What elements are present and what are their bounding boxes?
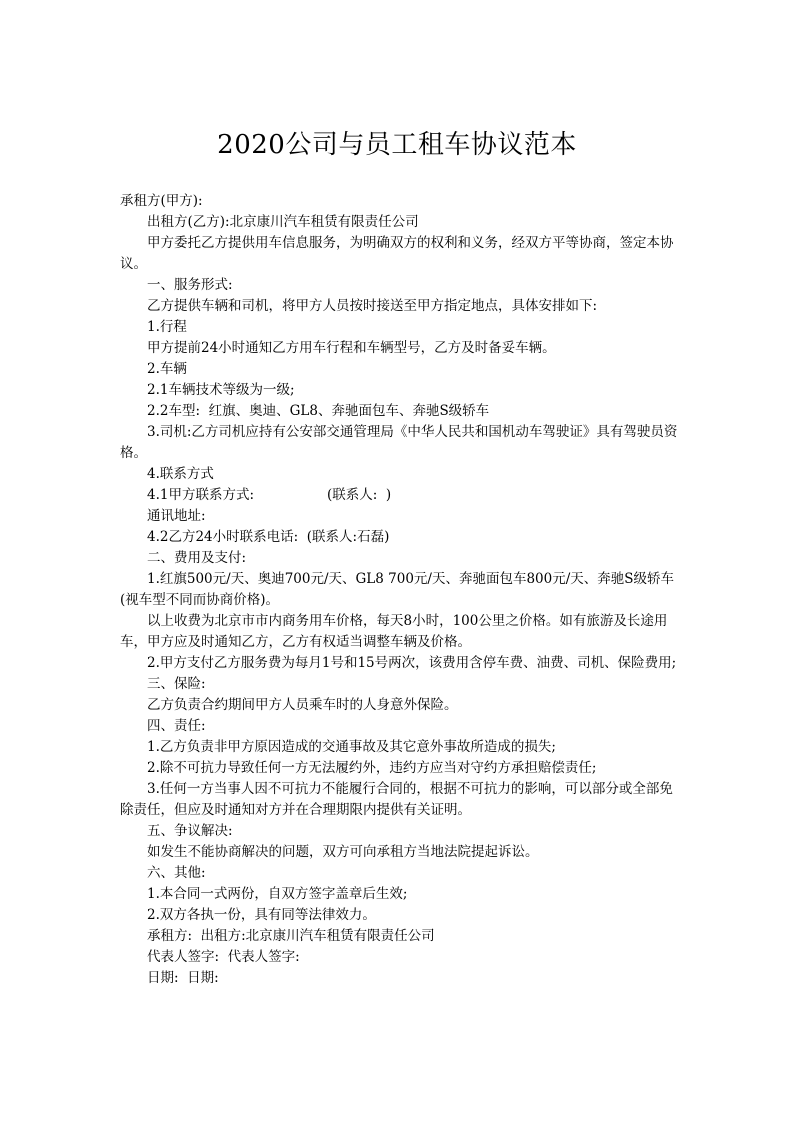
dispute-text: 如发生不能协商解决的问题，双方可向承租方当地法院提起诉讼。: [147, 844, 539, 860]
section-dispute-heading: 五、争议解决:: [147, 823, 233, 839]
payment-terms: 2.甲方支付乙方服务费为每月1号和15号两次，该费用含停车费、油费、司机、保险费用;: [147, 655, 677, 671]
section-service-heading: 一、服务形式:: [147, 277, 233, 293]
lessor-party-line: 出租方(乙方):北京康川汽车租赁有限责任公司: [147, 214, 419, 230]
lessee-contact: 4.1甲方联系方式: (联系人: ): [147, 487, 392, 503]
document-body: [120, 191, 680, 989]
representative-signatures: 代表人签字: 代表人签字:: [147, 949, 300, 965]
fee-notes: 以上收费为北京市市内商务用车价格，每天8小时，100公里之价格。如有旅游及长途用车，甲方应及时通知乙方，乙方有权适当调整车辆及价格。: [120, 613, 668, 650]
liability-item-2: 2.除不可抗力导致任何一方无法履约外，违约方应当对守约方承担赔偿责任;: [147, 760, 597, 776]
vehicle-heading: 2.车辆: [147, 361, 187, 377]
other-item-2: 2.双方各执一份，具有同等法律效力。: [147, 907, 376, 923]
section-fees-heading: 二、费用及支付:: [147, 550, 247, 566]
liability-item-3: 3.任何一方当事人因不可抗力不能履行合同的，根据不可抗力的影响，可以部分或全部免除责任，但应及时通知对方并在合理期限内提供有关证明。: [120, 781, 673, 818]
service-description: 乙方提供车辆和司机，将甲方人员按时接送至甲方指定地点，具体安排如下:: [147, 298, 598, 314]
itinerary-heading: 1.行程: [147, 319, 187, 335]
vehicle-grade: 2.1车辆技术等级为一级;: [147, 382, 295, 398]
itinerary-text: 甲方提前24小时通知乙方用车行程和车辆型号，乙方及时备妥车辆。: [147, 340, 556, 356]
lessor-contact: 4.2乙方24小时联系电话: (联系人:石磊): [147, 529, 390, 545]
driver-requirement: 3.司机:乙方司机应持有公安部交通管理局《中华人民共和国机动车驾驶证》具有驾驶员资格。: [120, 424, 678, 461]
agreement-intro: 甲方委托乙方提供用车信息服务，为明确双方的权利和义务，经双方平等协商，签定本协议。: [120, 235, 674, 272]
signature-parties: 承租方: 出租方:北京康川汽车租赁有限责任公司: [147, 928, 435, 944]
signature-dates: 日期: 日期:: [147, 970, 219, 986]
mailing-address: 通讯地址:: [147, 508, 206, 524]
fee-rates: 1.红旗500元/天、奥迪700元/天、GL8 700元/天、奔驰面包车800元/天、奔驰S级轿车(视车型不同而协商价格)。: [120, 571, 675, 608]
other-item-1: 1.本合同一式两份，自双方签字盖章后生效;: [147, 886, 408, 902]
vehicle-models: 2.2车型: 红旗、奥迪、GL8、奔驰面包车、奔驰S级轿车: [147, 403, 490, 419]
contact-heading: 4.联系方式: [147, 466, 214, 482]
liability-item-1: 1.乙方负责非甲方原因造成的交通事故及其它意外事故所造成的损失;: [147, 739, 556, 755]
section-insurance-heading: 三、保险:: [147, 676, 206, 692]
lessee-party-line: 承租方(甲方):: [120, 193, 203, 209]
insurance-text: 乙方负责合约期间甲方人员乘车时的人身意外保险。: [147, 697, 458, 713]
section-other-heading: 六、其他:: [147, 865, 206, 881]
section-liability-heading: 四、责任:: [147, 718, 206, 734]
document-title: 2020公司与员工租车协议范本: [217, 130, 577, 160]
